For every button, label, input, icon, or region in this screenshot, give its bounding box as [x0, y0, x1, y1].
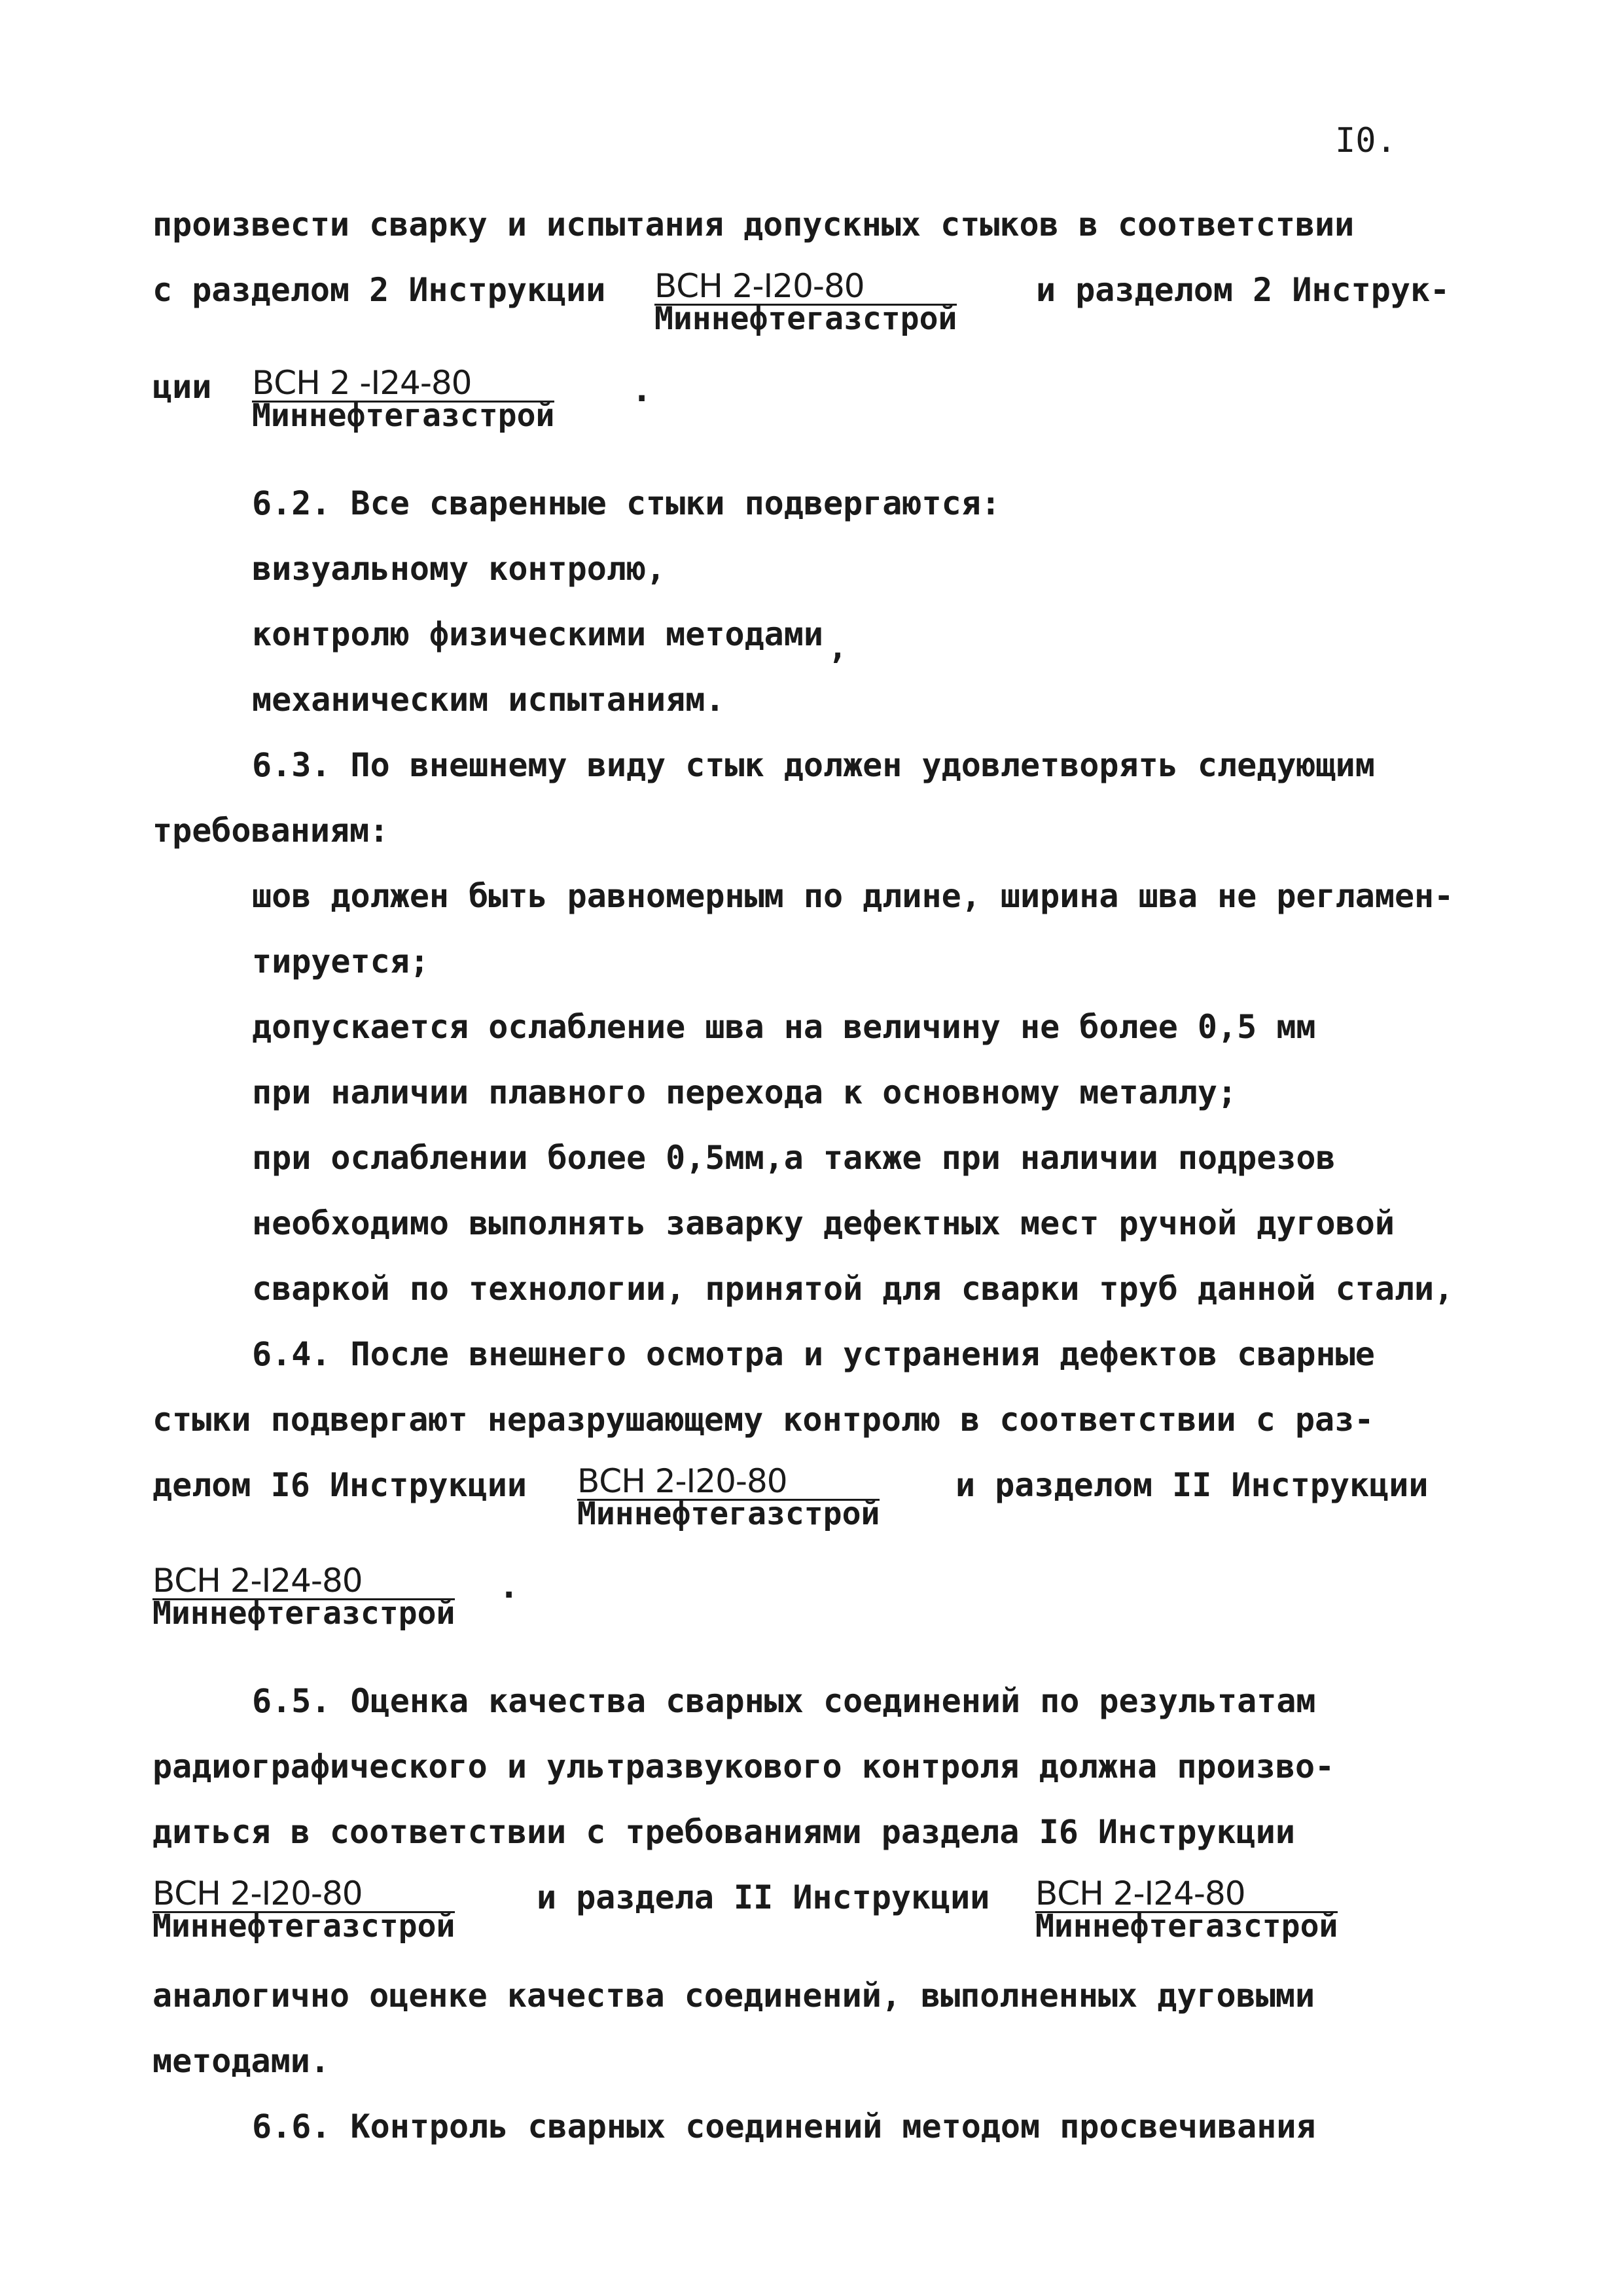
period: .	[499, 1567, 520, 1606]
regulation-number: ВСН 2-I24-80	[152, 1564, 455, 1600]
text-line: радиографического и ультразвукового контроля должна произво-	[152, 1748, 1335, 1785]
text-line: сваркой по технологии, принятой для сварки труб данной стали,	[252, 1270, 1454, 1308]
regulation-number: ВСН 2-I20-80	[152, 1877, 455, 1913]
regulation-authority: Миннефтегазстрой	[152, 1908, 455, 1945]
text-line: методами.	[152, 2042, 330, 2080]
regulation-reference	[252, 364, 555, 434]
regulation-authority: Миннефтегазстрой	[654, 300, 957, 337]
text-line: произвести сварку и испытания допускных стыков в соответствии	[152, 206, 1355, 243]
regulation-reference	[577, 1462, 880, 1532]
text-line: аналогично оценке качества соединений, выполненных дуговыми	[152, 1977, 1315, 2015]
text-line: механическим испытаниям.	[252, 681, 725, 719]
regulation-authority: Миннефтегазстрой	[577, 1496, 880, 1532]
regulation-number: ВСН 2 -I24-80	[252, 367, 554, 403]
comma: ,	[828, 628, 848, 666]
text-line: визуальному контролю,	[252, 550, 666, 588]
text-line: делом I6 Инструкции	[152, 1466, 527, 1504]
text-line: при наличии плавного перехода к основному металлу;	[252, 1073, 1238, 1111]
regulation-number: ВСН 2-I20-80	[654, 270, 957, 306]
text-line: при ослаблении более 0,5мм,а также при наличии подрезов	[252, 1139, 1336, 1177]
regulation-authority: Миннефтегазстрой	[252, 397, 555, 434]
text-line: 6.6. Контроль сварных соединений методом просвечивания	[252, 2108, 1316, 2145]
regulation-authority: Миннефтегазстрой	[1035, 1908, 1338, 1945]
text-line: шов должен быть равномерным по длине, ширина шва не регламен-	[252, 877, 1454, 915]
regulation-reference	[152, 1874, 455, 1945]
text-line: и разделом II Инструкции	[955, 1466, 1429, 1504]
regulation-reference	[654, 267, 957, 337]
regulation-reference	[152, 1562, 455, 1632]
regulation-reference	[1035, 1874, 1338, 1945]
regulation-number: ВСН 2-I24-80	[1035, 1877, 1338, 1913]
text-line: требованиям:	[152, 812, 389, 850]
text-line: 6.2. Все сваренные стыки подвергаются:	[252, 484, 1001, 522]
regulation-authority: Миннефтегазстрой	[152, 1595, 455, 1632]
text-line: контролю физическими методами	[252, 615, 823, 653]
text-line: 6.4. После внешнего осмотра и устранения дефектов сварные	[252, 1335, 1375, 1373]
page-number: I0.	[1335, 121, 1397, 160]
text-line: с разделом 2 Инструкции	[152, 271, 606, 309]
regulation-number: ВСН 2-I20-80	[577, 1465, 880, 1501]
text-line: допускается ослабление шва на величину не более 0,5 мм	[252, 1008, 1316, 1046]
text-line: и раздела II Инструкции	[537, 1878, 990, 1916]
text-line: 6.3. По внешнему виду стык должен удовлетворять следующим	[252, 746, 1375, 784]
text-line: диться в соответствии с требованиями раздела I6 Инструкции	[152, 1813, 1295, 1851]
text-line: ции	[152, 368, 212, 406]
text-line: необходимо выполнять заварку дефектных мест ручной дуговой	[252, 1204, 1395, 1242]
text-line: 6.5. Оценка качества сварных соединений по результатам	[252, 1682, 1316, 1720]
text-line: и разделом 2 Инструк-	[1036, 271, 1450, 309]
text-line: стыки подвергают неразрушающему контролю в соответствии с раз-	[152, 1401, 1374, 1439]
text-line: тируется;	[252, 942, 429, 980]
period: .	[632, 370, 652, 410]
